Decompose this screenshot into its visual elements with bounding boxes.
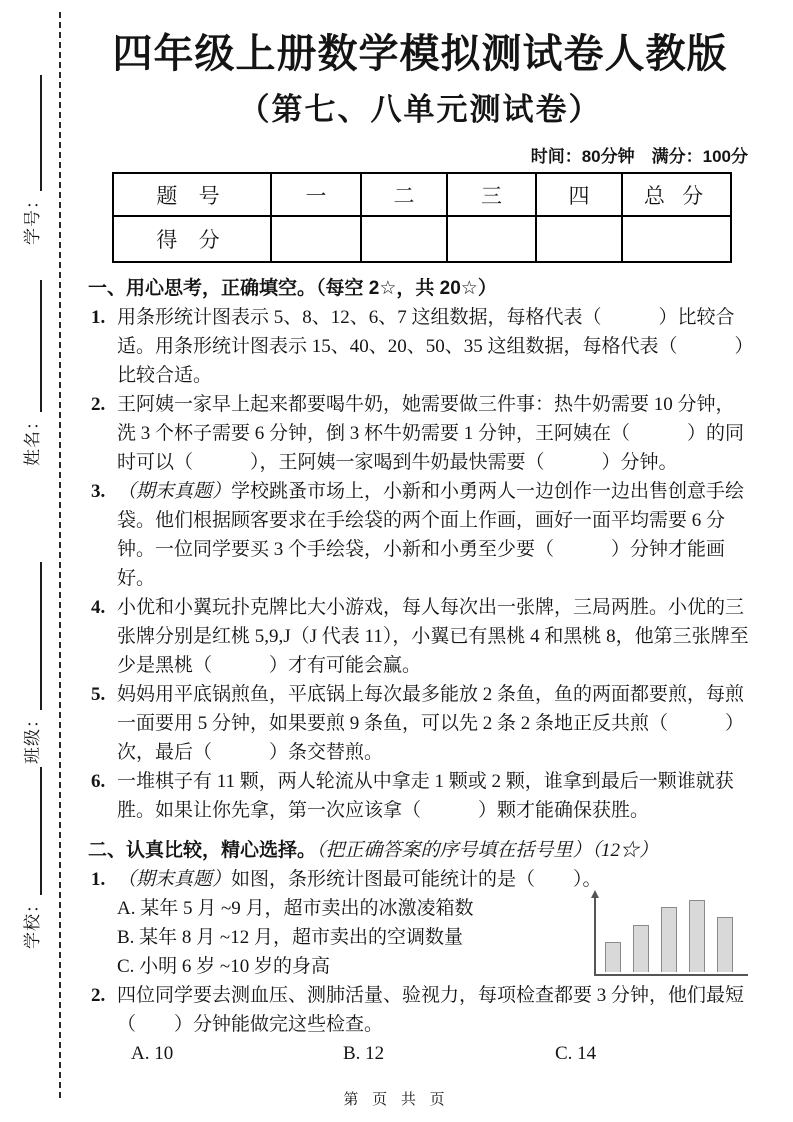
score-table-header-cell: 四 bbox=[536, 173, 622, 216]
chart-bar bbox=[633, 925, 649, 972]
question-tag: （期末真题） bbox=[117, 481, 232, 503]
class-label: 班级： bbox=[23, 710, 42, 764]
section-2-heading bbox=[88, 836, 752, 865]
class-field bbox=[22, 562, 44, 764]
page-subtitle: （第七、八单元测试卷） bbox=[238, 92, 602, 127]
student-number-blank-line bbox=[25, 75, 42, 191]
question-1-6 bbox=[88, 767, 752, 825]
question-text-line bbox=[117, 865, 752, 894]
bar-chart bbox=[594, 892, 750, 976]
question-number: 1. bbox=[91, 307, 106, 329]
chart-bar bbox=[605, 942, 621, 972]
question-text: 小优和小翼玩扑克牌比大小游戏，每人每次出一张牌，三局两胜。小优的三张牌分别是红桃 5,9,J（J 代表 11），小翼已有黑桃 4 和黑桃 8，他第三张牌至少是黑桃（ ）才有可能会赢。 bbox=[117, 597, 749, 677]
score-blank-cell bbox=[361, 216, 447, 262]
school-blank-line bbox=[25, 767, 42, 895]
student-name-blank-line bbox=[25, 280, 42, 412]
question-1-3 bbox=[88, 477, 752, 593]
option-c: C. 14 bbox=[555, 1043, 597, 1065]
score-blank-cell bbox=[536, 216, 622, 262]
question-text: 妈妈用平底锅煎鱼，平底锅上每次最多能放 2 条鱼，鱼的两面都要煎，每煎一面要用 5 分钟，如果要煎 9 条鱼，可以先 2 条 2 条地正反共煎（ ）次，最后（ ）条交替煎。 bbox=[117, 684, 745, 764]
school-label: 学校： bbox=[23, 895, 42, 949]
question-1-5 bbox=[88, 680, 752, 767]
school-field bbox=[22, 767, 44, 949]
section-1-heading-main: 一、用心思考，正确填空。 bbox=[88, 278, 317, 300]
student-name-field bbox=[22, 280, 44, 466]
student-number-label: 学号： bbox=[23, 191, 42, 245]
question-text: 王阿姨一家早上起来都要喝牛奶，她需要做三件事：热牛奶需要 10 分钟，洗 3 个杯子需要 6 分钟，倒 3 杯牛奶需要 1 分钟，王阿姨在（ ）的同时可以（ ），王阿姨一家喝到牛奶最快需要（ ）分钟。 bbox=[117, 394, 745, 474]
question-number: 3. bbox=[91, 481, 106, 503]
score-row-label-cell: 得 分 bbox=[113, 216, 271, 262]
question-number: 2. bbox=[91, 394, 106, 416]
score-table-header-row bbox=[113, 173, 731, 216]
section-1-heading-note: （每空 2☆，共 20☆） bbox=[316, 278, 497, 300]
question-number: 6. bbox=[91, 771, 106, 793]
inline-options-row bbox=[117, 1039, 767, 1068]
question-text: 用条形统计图表示 5、8、12、6、7 这组数据，每格代表（ ）比较合适。用条形统计图表示 15、40、20、50、35 这组数据，每格代表（ ）比较合适。 bbox=[117, 307, 745, 387]
option-b: B. 12 bbox=[343, 1043, 385, 1065]
question-text: 学校跳蚤市场上，小新和小勇两人一边创作一边出售创意手绘袋。他们根据顾客要求在手绘袋的两个面上作画，画好一面平均需要 6 分钟。一位同学要买 3 个手绘袋，小新和小勇至少要（ ）分钟才能画好。 bbox=[117, 481, 745, 590]
score-blank-cell bbox=[622, 216, 731, 262]
student-name-label: 姓名： bbox=[23, 412, 42, 466]
chart-bars bbox=[605, 900, 733, 972]
question-text: 四位同学要去测血压、测肺活量、验视力，每项检查都要 3 分钟，他们最短（ ）分钟能做完这些检查。 bbox=[117, 985, 745, 1036]
score-table-header-cell: 二 bbox=[361, 173, 447, 216]
score-table-header-cell: 三 bbox=[447, 173, 536, 216]
score-blank-cell bbox=[271, 216, 361, 262]
question-number: 1. bbox=[91, 869, 106, 891]
score-blank-cell bbox=[447, 216, 536, 262]
section-2-heading-main: 二、认真比较，精心选择。 bbox=[88, 840, 317, 862]
page-footer: 第 页 共 页 bbox=[343, 1092, 450, 1108]
question-tag: （期末真题） bbox=[117, 869, 232, 891]
fold-dashed-line bbox=[59, 12, 61, 1098]
option-c: C. 小明 6 岁 ~10 岁的身高 bbox=[117, 956, 330, 978]
question-1-4 bbox=[88, 593, 752, 680]
question-1-2 bbox=[88, 390, 752, 477]
score-table-header-cell: 一 bbox=[271, 173, 361, 216]
time-and-score-info: 时间：80分钟 满分：100分 bbox=[530, 147, 748, 167]
chart-bar bbox=[717, 917, 733, 972]
question-text: 如图，条形统计图最可能统计的是（ ）。 bbox=[231, 869, 602, 891]
score-table-score-row bbox=[113, 216, 731, 262]
section-2-heading-score: （12☆） bbox=[591, 840, 659, 862]
class-blank-line bbox=[25, 562, 42, 710]
question-number: 4. bbox=[91, 597, 106, 619]
question-number: 2. bbox=[91, 985, 106, 1007]
score-table-header-cell: 总 分 bbox=[622, 173, 731, 216]
question-2-2 bbox=[88, 981, 752, 1068]
chart-bar bbox=[689, 900, 705, 972]
option-a: A. 10 bbox=[131, 1043, 174, 1065]
question-2-1 bbox=[88, 865, 752, 981]
chart-axes bbox=[594, 893, 748, 976]
section-fill-in-blanks bbox=[88, 274, 752, 825]
chart-bar bbox=[661, 907, 677, 972]
main-content bbox=[88, 0, 752, 1068]
section-multiple-choice bbox=[88, 836, 752, 1068]
student-number-field bbox=[22, 75, 44, 245]
section-2-heading-note: （把正确答案的序号填在括号里） bbox=[316, 840, 592, 862]
section-1-heading bbox=[88, 274, 752, 303]
option-a: A. 某年 5 月 ~9 月，超市卖出的冰激凌箱数 bbox=[117, 898, 474, 920]
question-text: 一堆棋子有 11 颗，两人轮流从中拿走 1 颗或 2 颗，谁拿到最后一颗谁就获胜。如果让你先拿，第一次应该拿（ ）颗才能确保获胜。 bbox=[117, 771, 734, 822]
question-number: 5. bbox=[91, 684, 106, 706]
score-table bbox=[112, 172, 732, 263]
question-1-1 bbox=[88, 303, 752, 390]
option-b: B. 某年 8 月 ~12 月，超市卖出的空调数量 bbox=[117, 927, 463, 949]
page-title: 四年级上册数学模拟测试卷人教版 bbox=[112, 32, 728, 76]
score-table-header-cell: 题 号 bbox=[113, 173, 271, 216]
y-axis-arrow-icon bbox=[591, 890, 599, 898]
